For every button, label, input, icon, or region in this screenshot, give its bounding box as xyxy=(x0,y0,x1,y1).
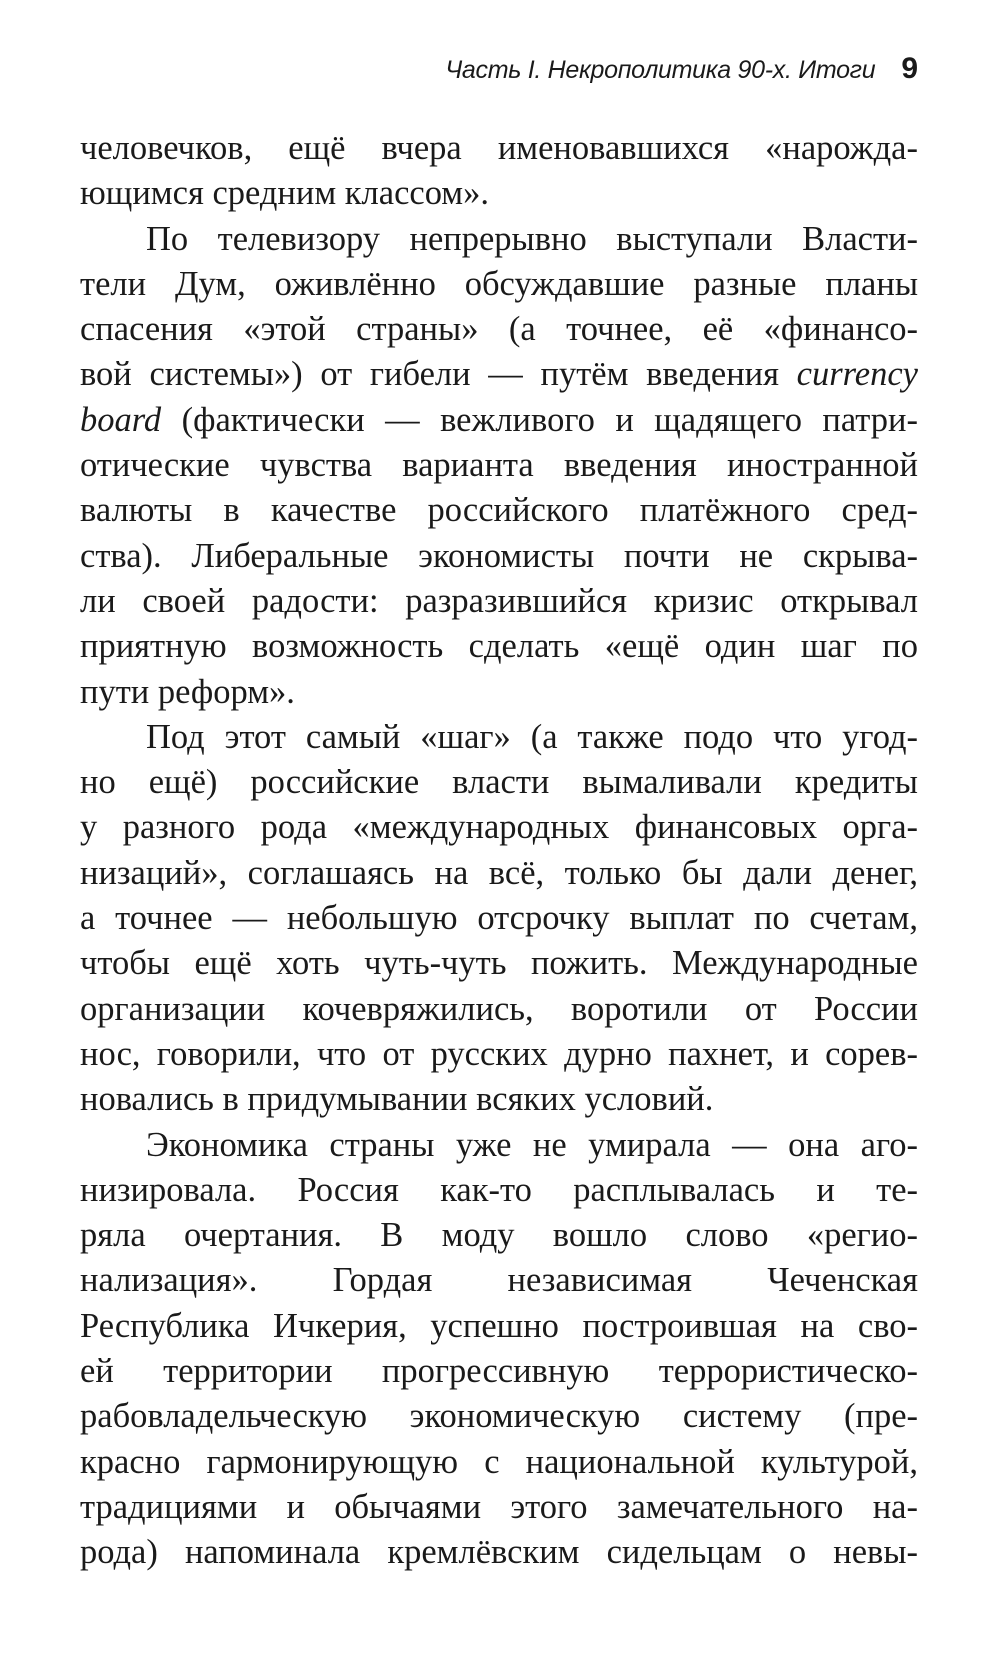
text-line xyxy=(80,443,918,488)
text-line xyxy=(80,1394,918,1439)
line-text: человечков, ещё вчера именовавшихся «нарожда- xyxy=(80,129,918,167)
line-text: (фактически — вежливого и щадящего патри- xyxy=(161,400,918,439)
line-text: вой системы») от гибели — путём введения xyxy=(80,355,797,394)
text-line xyxy=(80,1440,918,1485)
line-text: пути реформ». xyxy=(80,672,295,711)
line-text: у разного рода «международных финансовых орга- xyxy=(80,808,918,847)
line-text: низаций», соглашаясь на всё, только бы дали денег, xyxy=(80,853,918,892)
line-text: традициями и обычаями этого замечательного на- xyxy=(80,1487,918,1526)
line-text: приятную возможность сделать «ещё один шаг по xyxy=(80,627,918,666)
text-line xyxy=(80,896,918,941)
running-header xyxy=(80,52,918,92)
line-text: нализация». Гордая независимая Чеченская xyxy=(80,1261,918,1300)
line-text: ющимся средним классом». xyxy=(80,174,490,213)
line-text: отические чувства варианта введения иностранной xyxy=(80,446,918,485)
text-line xyxy=(80,307,918,352)
line-text: ства). Либеральные экономисты почти не скрыва- xyxy=(80,536,918,575)
text-line xyxy=(80,398,918,443)
italic-term: board xyxy=(80,400,162,439)
text-line xyxy=(80,1123,918,1168)
line-text: организации кочевряжились, воротили от России xyxy=(80,989,918,1028)
text-line xyxy=(80,805,918,850)
line-text: ей территории прогрессивную террористическо- xyxy=(80,1352,918,1391)
line-text: Экономика страны уже не умирала — она аго- xyxy=(146,1125,918,1164)
line-text: рабовладельческую экономическую систему (пре- xyxy=(80,1397,918,1436)
line-text: низировала. Россия как-то расплывалась и те- xyxy=(80,1170,918,1209)
text-line xyxy=(80,126,918,171)
text-line xyxy=(80,941,918,986)
text-line xyxy=(80,715,918,760)
text-line xyxy=(80,1485,918,1530)
italic-term: currency xyxy=(796,355,918,394)
body-text xyxy=(80,126,918,1576)
line-text: Под этот самый «шаг» (а также подо что угод- xyxy=(146,717,918,756)
line-text: ли своей радости: разразившийся кризис открывал xyxy=(80,581,918,620)
text-line xyxy=(80,488,918,533)
line-text: красно гармонирующую с национальной культурой, xyxy=(80,1442,918,1481)
line-text: а точнее — небольшую отсрочку выплат по счетам, xyxy=(80,899,918,938)
line-text: рода) напоминала кремлёвским сидельцам о невы- xyxy=(80,1533,918,1572)
line-text: нос, говорили, что от русских дурно пахнет, и сорев- xyxy=(80,1034,918,1073)
text-line xyxy=(80,624,918,669)
line-text: спасения «этой страны» (а точнее, её «финансо- xyxy=(80,310,918,349)
line-text: валюты в качестве российского платёжного сред- xyxy=(80,491,918,530)
running-title: Часть I. Некрополитика 90-х. Итоги xyxy=(445,56,876,84)
text-line xyxy=(80,262,918,307)
text-line xyxy=(80,579,918,624)
line-text: Республика Ичкерия, успешно построившая на сво- xyxy=(80,1306,918,1345)
text-line xyxy=(80,1213,918,1258)
text-line xyxy=(80,171,918,216)
text-line xyxy=(80,670,918,715)
text-line xyxy=(80,1304,918,1349)
text-line xyxy=(80,851,918,896)
line-text: тели Дум, оживлённо обсуждавшие разные планы xyxy=(80,264,918,303)
text-line xyxy=(80,760,918,805)
text-line xyxy=(80,352,918,397)
text-line xyxy=(80,987,918,1032)
line-text: новались в придумывании всяких условий. xyxy=(80,1080,714,1119)
text-line xyxy=(80,217,918,262)
line-text: ряла очертания. В моду вошло слово «регио- xyxy=(80,1216,918,1255)
text-line xyxy=(80,1032,918,1077)
line-text: чтобы ещё хоть чуть-чуть пожить. Международные xyxy=(80,944,918,983)
line-text: По телевизору непрерывно выступали Власти- xyxy=(146,219,918,258)
text-line xyxy=(80,1530,918,1575)
text-line xyxy=(80,1258,918,1303)
page-number: 9 xyxy=(901,52,918,85)
text-line xyxy=(80,1077,918,1122)
text-line xyxy=(80,1349,918,1394)
text-line xyxy=(80,1168,918,1213)
line-text: но ещё) российские власти вымаливали кредиты xyxy=(80,763,918,802)
text-line xyxy=(80,534,918,579)
